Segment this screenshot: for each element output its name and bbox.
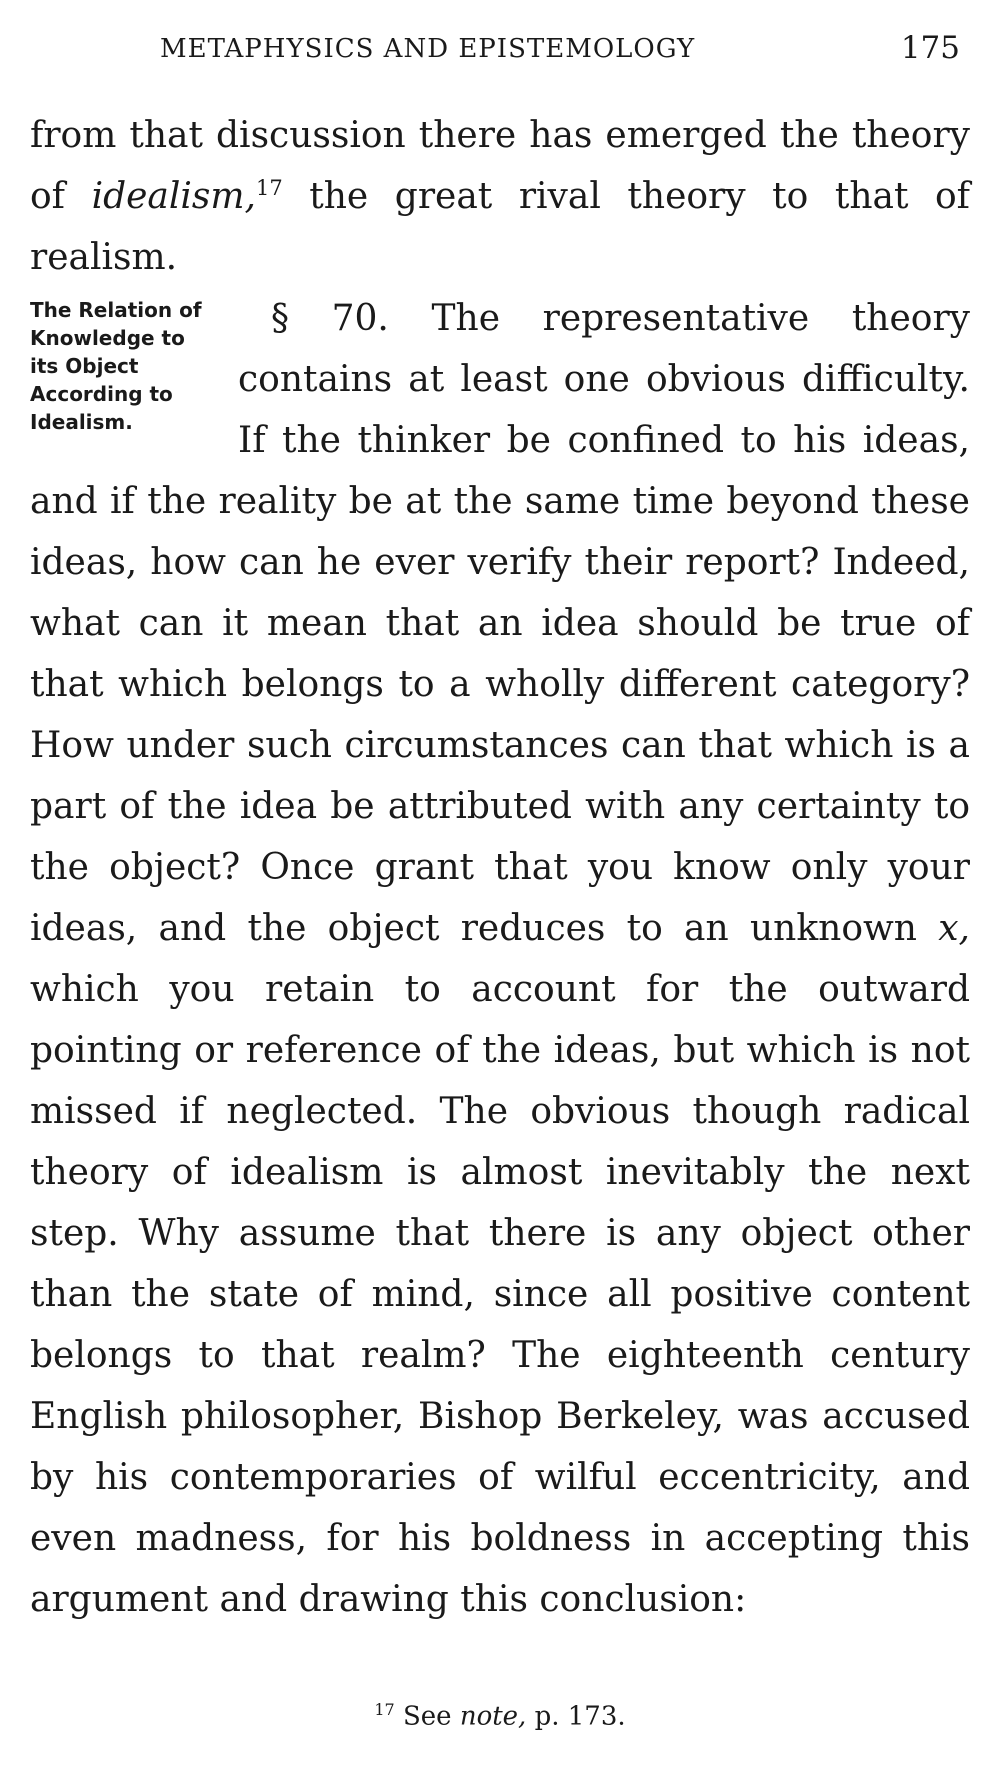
paragraph-text: from that discussion there has emerged the theory of xyxy=(30,115,970,217)
running-title: METAPHYSICS AND EPISTEMOLOGY xyxy=(160,34,696,64)
footnote-mark: 17 xyxy=(374,1700,395,1719)
footnote-text: p. 173. xyxy=(526,1701,626,1732)
italic-term: idealism, xyxy=(91,176,256,217)
section-number: § 70. xyxy=(271,298,389,339)
paragraph-text: which you retain to account for the outward pointing or reference of the ideas, but which is not missed if neglected. The obvious though radical theory of idealism is almost inevitably the next step. Why assume that there is any object other than the state of mind, since all positive content belongs to that realm? The eighteenth century English philosopher, Bishop Berkeley, was accused by his contemporaries of wilful eccentricity, and even madness, for his boldness in accepting this argument and drawing this conclusion: xyxy=(30,969,970,1620)
section-paragraph xyxy=(30,288,970,1630)
paragraph-text: The representative theory contains at least one obvious difficulty. If the thinker be confined to his ideas, and if the reality be at the same time beyond these ideas, how can he ever verify their report? Indeed, what can it mean that an idea should be true of that which belongs to a wholly different category? How under such circumstances can that which is a part of the idea be attributed with any certainty to the object? Once grant that you know only your ideas, and the object reduces to an unknown xyxy=(30,298,970,949)
italic-variable: x, xyxy=(938,908,970,949)
margin-note: The Relation of Knowledge to its Object According to Idealism. xyxy=(30,298,202,434)
paragraph-text: the great rival theory to that of realism. xyxy=(30,176,970,278)
footnote xyxy=(0,1700,1000,1732)
paragraph-continuation xyxy=(30,105,970,288)
footnote-text: See xyxy=(394,1701,460,1732)
footnote-italic: note, xyxy=(459,1701,527,1732)
page-number: 175 xyxy=(900,30,960,66)
page-body xyxy=(30,105,970,1630)
footnote-reference: 17 xyxy=(255,176,283,200)
page-header xyxy=(160,28,960,78)
